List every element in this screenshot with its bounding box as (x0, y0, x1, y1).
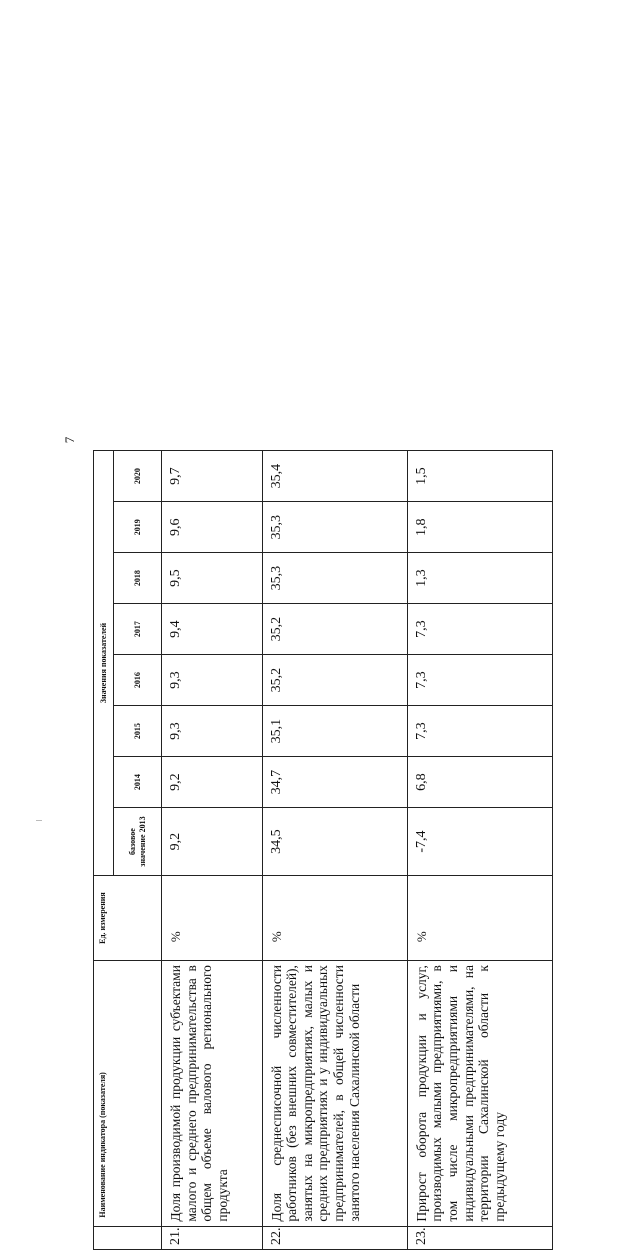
row-number: 22. (262, 1226, 407, 1249)
base-value-cell: -7,4 (407, 808, 552, 876)
header-year: 2017 (114, 604, 162, 655)
year-value-cell: 35,2 (262, 604, 407, 655)
header-year: 2016 (114, 655, 162, 706)
base-value-cell: 9,2 (162, 808, 263, 876)
table-row (162, 451, 263, 1250)
year-value-cell: 1,8 (407, 502, 552, 553)
header-year: 2019 (114, 502, 162, 553)
header-year: 2020 (114, 451, 162, 502)
scan-artifact (36, 820, 42, 821)
header-unit: Ед. измерения (94, 876, 162, 961)
header-year: 2018 (114, 553, 162, 604)
year-value-cell: 9,3 (162, 655, 263, 706)
year-value-cell: 9,7 (162, 451, 263, 502)
year-value-cell: 35,1 (262, 706, 407, 757)
year-value-cell: 34,7 (262, 757, 407, 808)
row-number: 21. (162, 1226, 263, 1249)
unit-cell: % (162, 876, 263, 961)
year-value-cell: 35,3 (262, 502, 407, 553)
header-num-cell (94, 1226, 162, 1249)
table-row (407, 451, 552, 1250)
year-value-cell: 9,4 (162, 604, 263, 655)
year-value-cell: 35,4 (262, 451, 407, 502)
indicators-table (93, 450, 553, 1250)
year-value-cell: 35,2 (262, 655, 407, 706)
year-value-cell: 35,3 (262, 553, 407, 604)
indicator-name: Прирост оборота продукции и услуг, производимых малыми предприятиями, в том числе микропредприятиями и индивидуальными предпринимателями, на территории Сахалинской области к предыдущему году (407, 961, 552, 1227)
year-value-cell: 9,5 (162, 553, 263, 604)
year-value-cell: 7,3 (407, 604, 552, 655)
year-value-cell: 1,5 (407, 451, 552, 502)
indicator-name: Доля производимой продукции субъектами малого и среднего предпринимательства в общем объеме валового регионального продукта (162, 961, 263, 1227)
year-value-cell: 6,8 (407, 757, 552, 808)
rotated-table-container (93, 450, 553, 1250)
unit-cell: % (407, 876, 552, 961)
page-number: 7 (62, 436, 77, 444)
header-indicator-name: Наименование индикатора (показателя) (94, 961, 162, 1227)
row-number: 23. (407, 1226, 552, 1249)
table-row (262, 451, 407, 1250)
indicator-name: Доля среднесписочной численности работников (без внешних совместителей), занятых на микропредприятиях, малых и средних предприятиях и у индивидуальных предпринимателей, в общей численности занятого населения Сахалинской области (262, 961, 407, 1227)
header-base-value: базовое значение 2013 (114, 808, 162, 876)
year-value-cell: 9,2 (162, 757, 263, 808)
header-year: 2014 (114, 757, 162, 808)
year-value-cell: 9,6 (162, 502, 263, 553)
year-value-cell: 7,3 (407, 706, 552, 757)
year-value-cell: 7,3 (407, 655, 552, 706)
year-value-cell: 1,3 (407, 553, 552, 604)
header-year: 2015 (114, 706, 162, 757)
unit-cell: % (262, 876, 407, 961)
base-value-cell: 34,5 (262, 808, 407, 876)
year-value-cell: 9,3 (162, 706, 263, 757)
header-values-group: Значения показателей (94, 451, 114, 876)
